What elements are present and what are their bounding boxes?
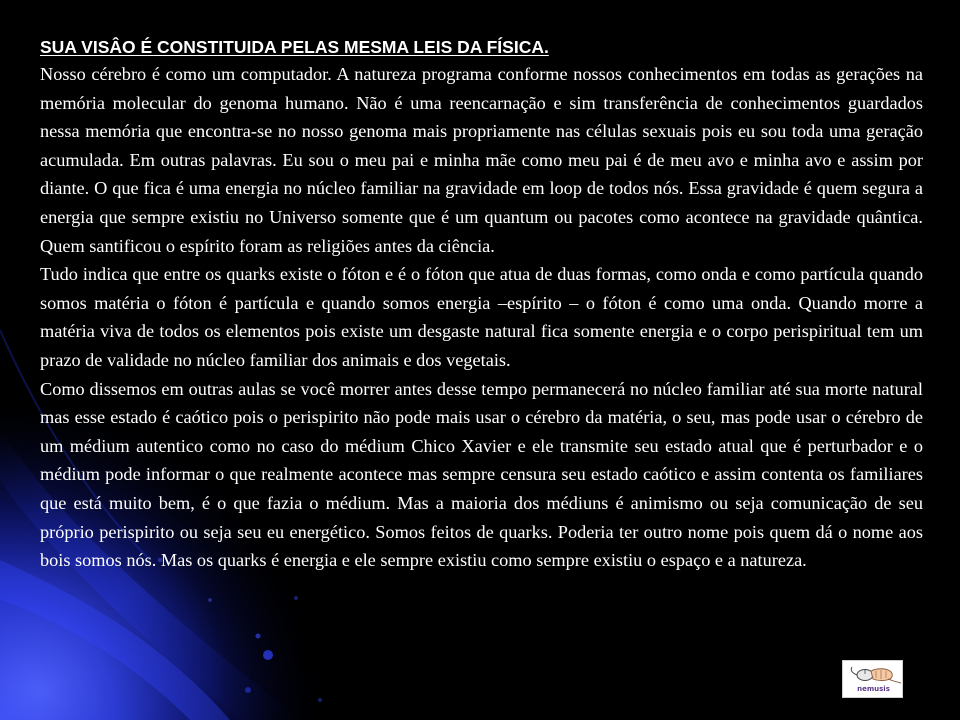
logo-text: nemusis (857, 685, 890, 693)
paragraph-3: Como dissemos em outras aulas se você morrer antes desse tempo permanecerá no núcleo familiar até sua morte natural mas esse estado é caótico pois o perispirito não pode mais usar o cérebro da matéria, o seu, mas pode usar o cérebro de um médium autentico como no caso do médium Chico Xavier e ele transmite seu estado atual que é perturbador e o médium pode informar o que realmente acontece mas sempre censura seu estado caótico e assim contenta os familiares que está muito bem, é o que fazia o médium. Mas a maioria dos médiuns é animismo ou seja comunicação de seu próprio perispirito ou seja seu eu energético. Somos feitos de quarks. Poderia ter outro nome pois quem dá o nome aos bois somos nós. Mas os quarks é energia e ele sempre existiu como sempre existiu o espaço e a natureza. (40, 378, 923, 571)
paragraph-2: Tudo indica que entre os quarks existe o fóton e é o fóton que atua de duas formas, como onda e como partícula quando somos matéria o fóton é partícula e quando somos energia –espírito – o fóton é como uma onda. Quando morre a matéria viva de todos os elementos pois existe um desgaste natural fica somente energia e o corpo perispiritual tem um prazo de validade no núcleo familiar dos animais e dos vegetais. (40, 264, 923, 370)
slide-content (40, 34, 923, 575)
paragraph-1: Nosso cérebro é como um computador. A natureza programa conforme nossos conhecimentos em todas as gerações na memória molecular do genoma humano. Não é uma reencarnação e sim transferência de conhecimentos guardados nessa memória que encontra-se no nosso genoma mais propriamente nas células sexuais pois eu sou toda uma geração acumulada. Em outras palavras. Eu sou o meu pai e minha mãe como meu pai é de meu avo e minha avo e assim por diante. O que fica é uma energia no núcleo familiar na gravidade em loop de todos nós. Essa gravidade é quem segura a energia que sempre existiu no Universo somente que é um quantum ou pacotes como acontece na gravidade quântica. Quem santificou o espírito foram as religiões antes da ciência. (40, 64, 923, 256)
nemusis-logo (842, 660, 903, 698)
slide-title: SUA VISÂO É CONSTITUIDA PELAS MESMA LEIS DA FÍSICA. (40, 37, 549, 57)
